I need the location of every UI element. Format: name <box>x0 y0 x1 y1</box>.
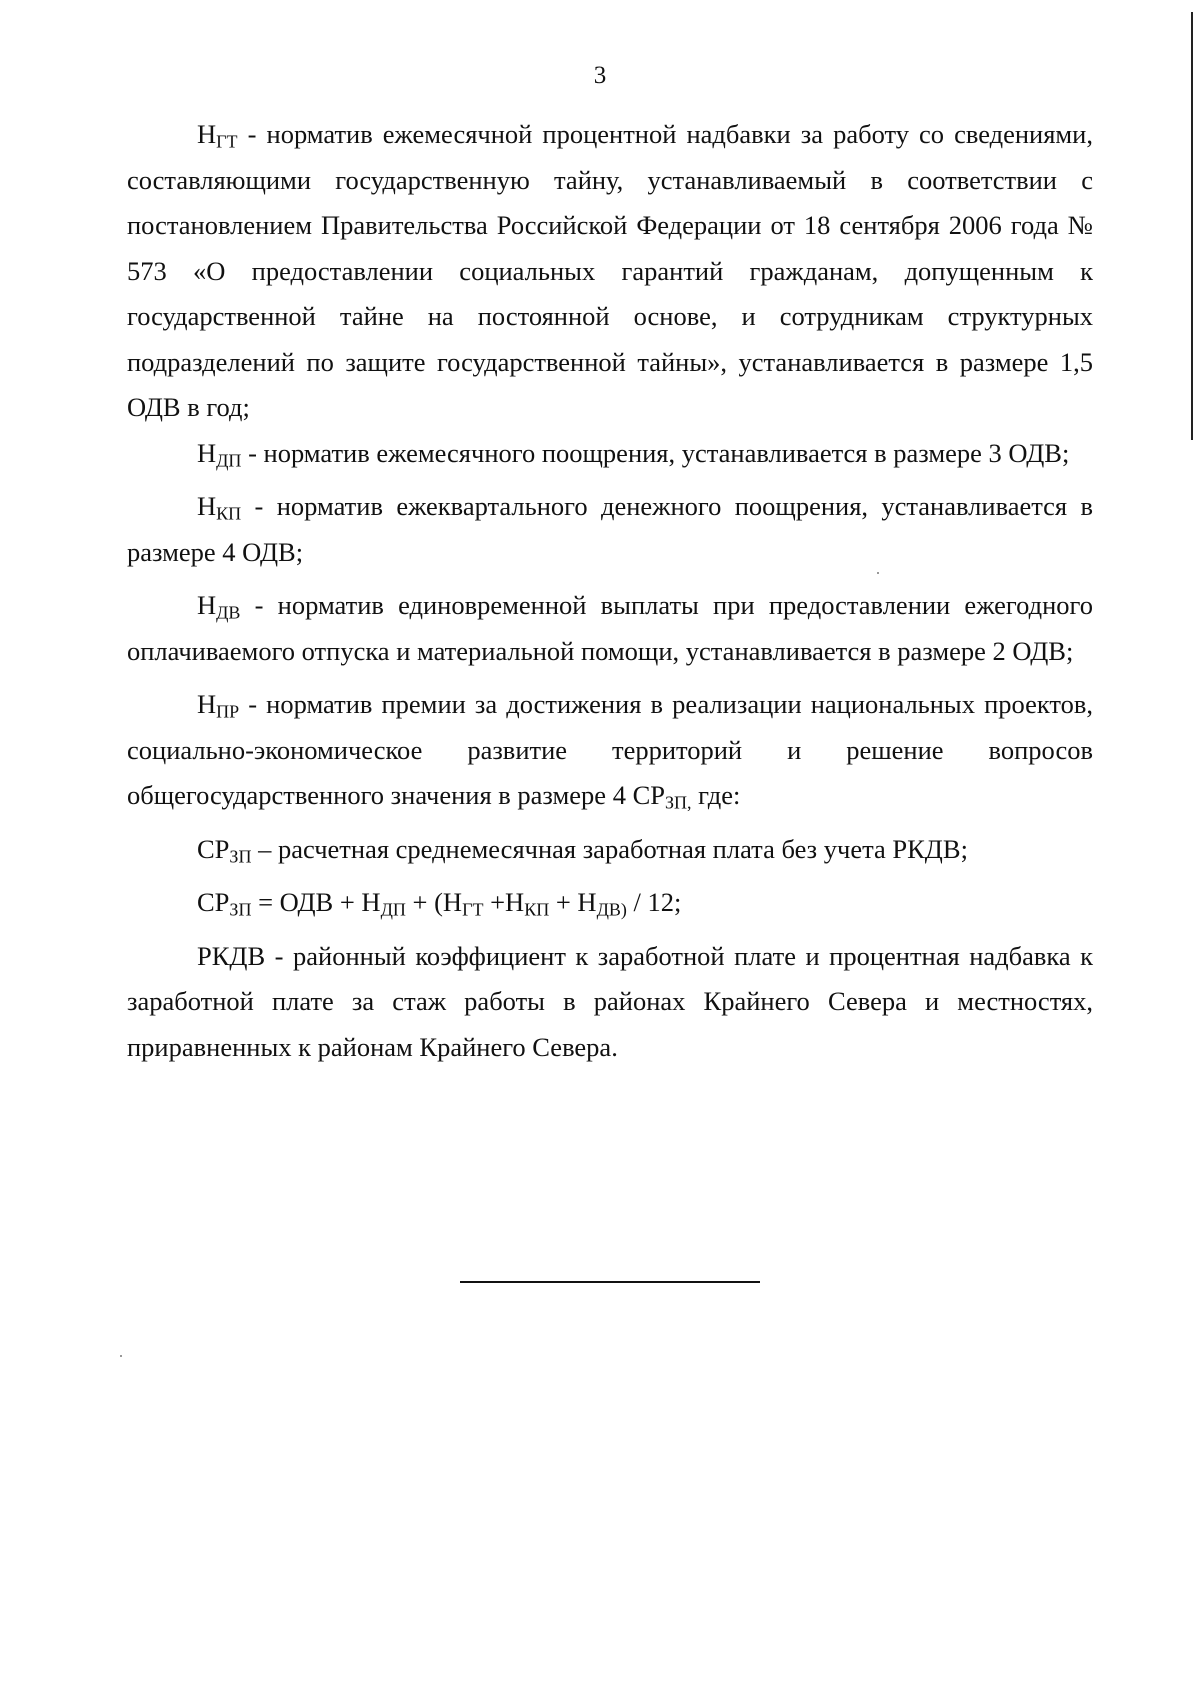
formula-part: +Н <box>483 887 525 917</box>
symbol-subscript: ДВ <box>216 602 241 623</box>
symbol-base: Н <box>197 590 217 620</box>
definition-text: - норматив ежемесячной процентной надбавки за работу со сведениями, составляющими государственную тайну, устанавливаемый в соответствии с постановлением Правительства Российской Федерации от 18 сентября 2006 года № 573 «О предоставлении социальных гарантий гражданам, допущенным к государственной тайне на постоянной основе, и сотрудникам структурных подразделений по защите государственной тайны», устанавливается в размере 1,5 ОДВ в год; <box>127 119 1093 422</box>
definition-text: - норматив ежеквартального денежного поощрения, устанавливается в размере 4 ОДВ; <box>127 491 1093 567</box>
definition-npr <box>127 682 1093 819</box>
formula-part: + Н <box>549 887 597 917</box>
symbol-subscript: ПР <box>216 701 240 722</box>
definition-srzp <box>127 827 1093 873</box>
definition-text-tail: где: <box>691 780 741 810</box>
document-body <box>127 112 1093 1078</box>
definition-text: - норматив единовременной выплаты при предоставлении ежегодного оплачиваемого отпуска и материальной помощи, устанавливается в размере 2 ОДВ; <box>127 590 1093 666</box>
definition-text: РКДВ - районный коэффициент к заработной плате и процентная надбавка к заработной плате за стаж работы в районах Крайнего Севера и местностях, приравненных к районам Крайнего Севера. <box>127 940 1093 1062</box>
definition-ndp <box>127 431 1093 477</box>
symbol-subscript: ЗП, <box>664 792 692 813</box>
symbol-base: Н <box>197 491 217 521</box>
symbol-subscript: КП <box>216 503 242 524</box>
symbol-subscript: ГТ <box>216 131 238 152</box>
symbol-base: Н <box>197 437 217 468</box>
formula-srzp <box>127 880 1093 926</box>
symbol-base: Н <box>197 689 217 719</box>
formula-part: + (Н <box>405 887 463 917</box>
end-of-document-rule <box>460 1281 760 1283</box>
formula-subscript: ГТ <box>462 899 484 920</box>
definition-text: - норматив премии за достижения в реализации национальных проектов, социально-экономическое развитие территорий и решение вопросов общегосударственного значения в размере 4 СР <box>127 689 1093 810</box>
formula-lhs: СР <box>197 887 230 917</box>
formula-subscript: ДВ) <box>596 899 627 920</box>
symbol-base: Н <box>197 119 217 149</box>
definition-rkdv <box>127 934 1093 1071</box>
formula-subscript: КП <box>524 899 550 920</box>
page-number: 3 <box>593 62 607 89</box>
definition-ngt <box>127 112 1093 431</box>
symbol-subscript: ЗП <box>229 846 252 866</box>
symbol-base: СР <box>197 833 230 864</box>
formula-subscript: ДП <box>380 899 406 920</box>
formula-part: = ОДВ + Н <box>251 887 381 917</box>
definition-ndv <box>127 583 1093 674</box>
definition-nkp <box>127 484 1093 575</box>
formula-part: / 12; <box>626 887 682 917</box>
formula-subscript: ЗП <box>229 899 252 920</box>
symbol-subscript: ДП <box>216 450 242 470</box>
definition-text: – расчетная среднемесячная заработная плата без учета РКДВ; <box>251 833 968 864</box>
scan-speck <box>120 1355 122 1357</box>
definition-text: - норматив ежемесячного поощрения, устанавливается в размере 3 ОДВ; <box>241 437 1070 468</box>
